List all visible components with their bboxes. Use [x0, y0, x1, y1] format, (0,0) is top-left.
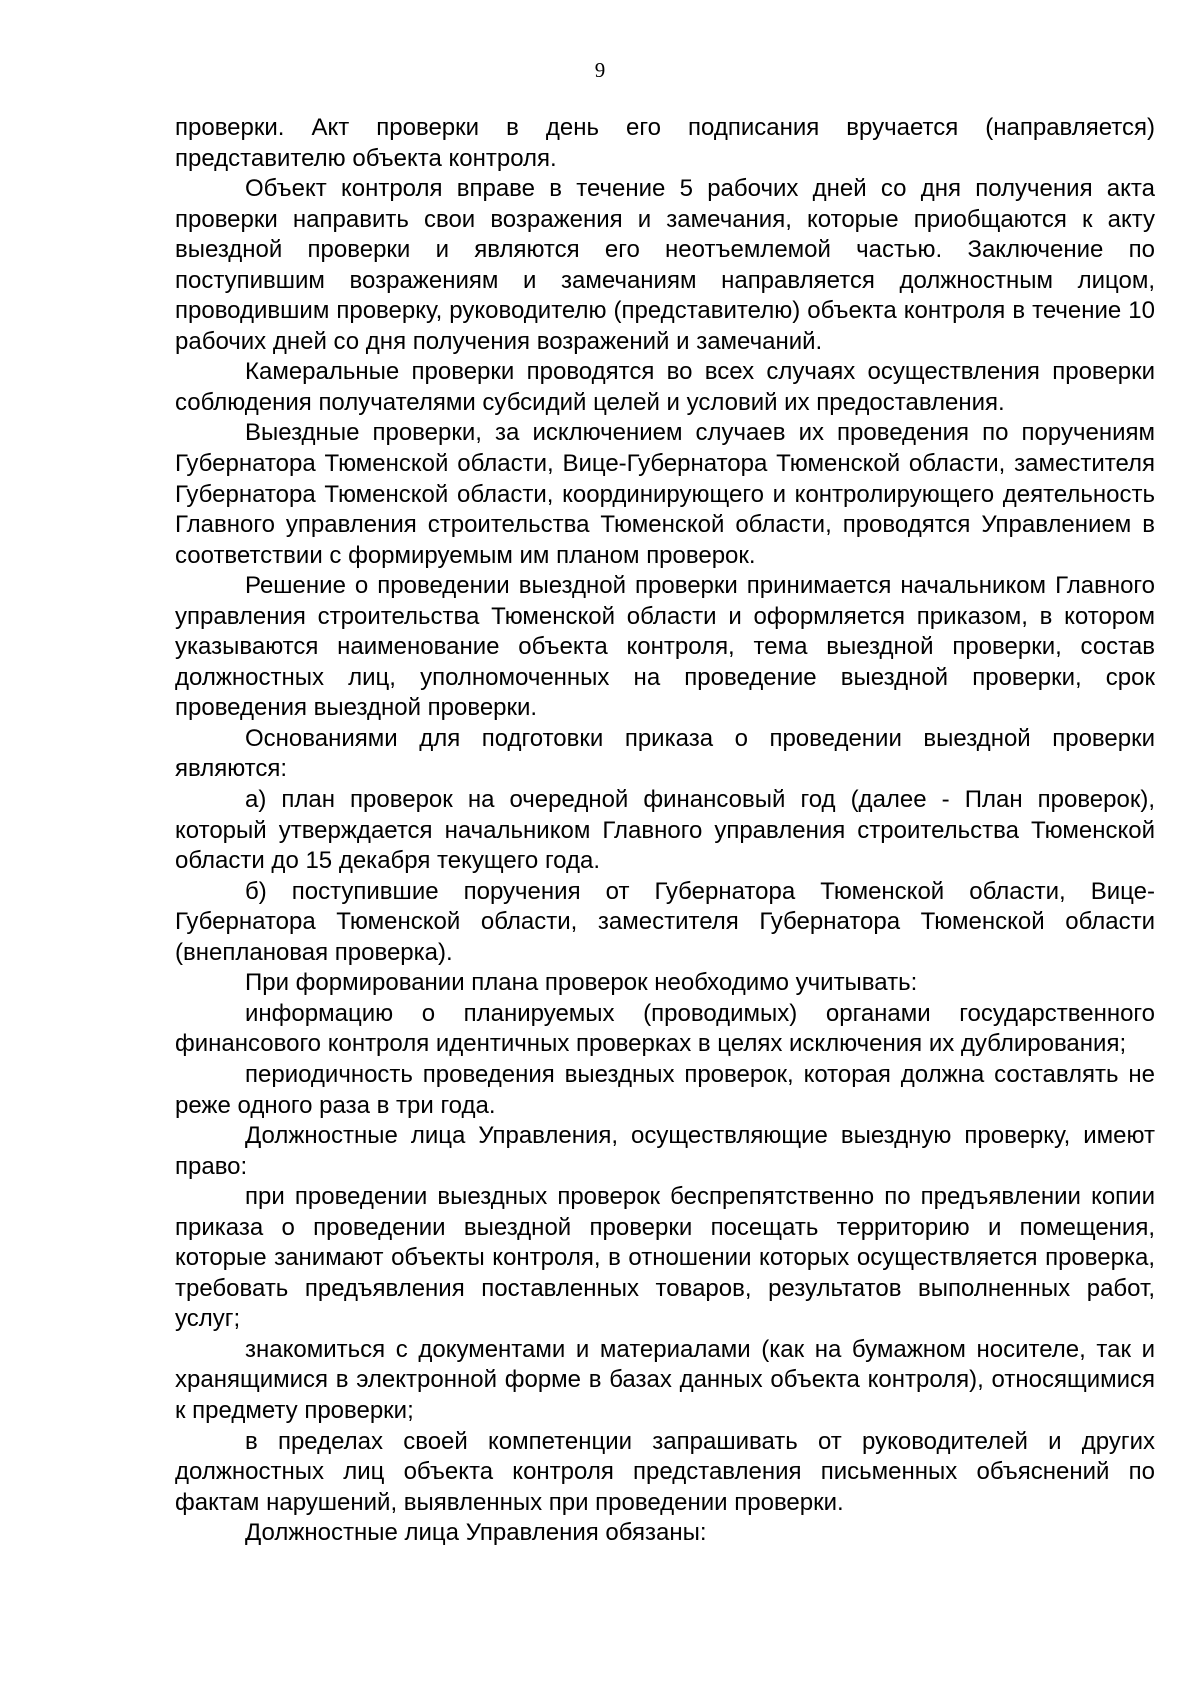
list-item: б) поступившие поручения от Губернатора Тюменской области, Вице-Губернатора Тюменской области, заместителя Губернатора Тюменской области (внеплановая проверка). [175, 877, 1155, 966]
paragraph: проверки. Акт проверки в день его подписания вручается (направляется) представителю объекта контроля. [175, 114, 1155, 172]
paragraph: При формировании плана проверок необходимо учитывать: [245, 969, 918, 997]
list-item: информацию о планируемых (проводимых) органами государственного финансового контроля идентичных проверках в целях исключения их дублирования; [175, 999, 1155, 1058]
paragraph: Решение о проведении выездной проверки принимается начальником Главного управления строительства Тюменской области и оформляется приказом, в котором указываются наименование объекта контроля, тема выездной проверки, состав должностных лиц, уполномоченных на проведение выездной проверки, срок проведения выездной проверки. [175, 572, 1155, 722]
paragraph: Выездные проверки, за исключением случаев их проведения по поручениям Губернатора Тюменской области, Вице-Губернатора Тюменской области, заместителя Губернатора Тюменской области, координирующего и контролирующего деятельность Главного управления строительства Тюменской области, проводятся Управлением в соответствии с формируемым им планом проверок. [175, 419, 1155, 569]
paragraph: Объект контроля вправе в течение 5 рабочих дней со дня получения акта проверки направить свои возражения и замечания, которые приобщаются к акту выездной проверки и являются его неотъемлемой частью. Заключение по поступившим возражениям и замечаниям направляется должностным лицом, проводившим проверку, руководителю (представителю) объекта контроля в течение 10 рабочих дней со дня получения возражений и замечаний. [175, 175, 1155, 355]
list-item: периодичность проведения выездных проверок, которая должна составлять не реже одного раза в три года. [175, 1060, 1155, 1119]
list-item: в пределах своей компетенции запрашивать от руководителей и других должностных лиц объекта контроля представления письменных объяснений по фактам нарушений, выявленных при проведении проверки. [175, 1427, 1155, 1516]
list-item: знакомиться с документами и материалами (как на бумажном носителе, так и хранящимися в электронной форме в базах данных объекта контроля), относящимися к предмету проверки; [175, 1335, 1155, 1424]
paragraph: Основаниями для подготовки приказа о проведении выездной проверки являются: [175, 724, 1155, 783]
list-item: а) план проверок на очередной финансовый год (далее - План проверок), который утверждается начальником Главного управления строительства Тюменской области до 15 декабря текущего года. [175, 786, 1155, 875]
list-item: при проведении выездных проверок беспрепятственно по предъявлении копии приказа о проведении выездной проверки посещать территорию и помещения, которые занимают объекты контроля, в отношении которых осуществляется проверка, требовать предъявления поставленных товаров, результатов выполненных работ, услуг; [175, 1183, 1155, 1333]
paragraph: Должностные лица Управления обязаны: [245, 1519, 707, 1547]
paragraph: Камеральные проверки проводятся во всех случаях осуществления проверки соблюдения получателями субсидий целей и условий их предоставления. [175, 358, 1155, 416]
paragraph: Должностные лица Управления, осуществляющие выездную проверку, имеют право: [175, 1122, 1155, 1180]
page-number: 9 [594, 58, 606, 82]
document-body [175, 113, 1155, 1549]
